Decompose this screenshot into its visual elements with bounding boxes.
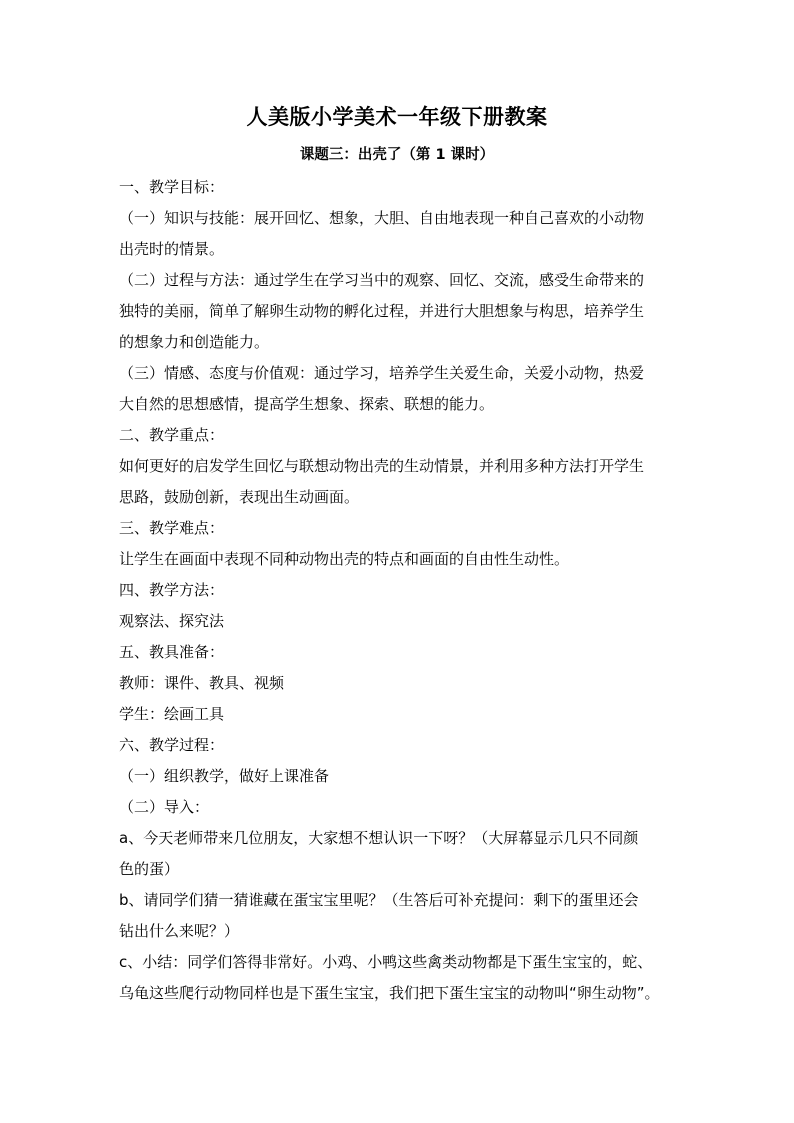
paragraph-line: 大自然的思想感情，提高学生想象、探索、联想的能力。 (119, 395, 495, 413)
lesson-subtitle: 课题三：出壳了（第 1 课时） (299, 147, 495, 163)
paragraph-line: a、今天老师带来几位朋友，大家想不想认识一下呀？（大屏幕显示几只不同颜 (119, 829, 639, 847)
paragraph-line: 色的蛋） (119, 860, 180, 878)
paragraph-line: 思路，鼓励创新，表现出生动画面。 (119, 488, 360, 506)
paragraph-line: （二）过程与方法：通过学生在学习当中的观察、回忆、交流，感受生命带来的 (119, 271, 645, 289)
document-body (119, 172, 679, 1009)
paragraph-line: 乌龟这些爬行动物同样也是下蛋生宝宝，我们把下蛋生宝宝的动物叫“卵生动物”。 (119, 984, 660, 1002)
section-heading-key-points: 二、教学重点： (119, 426, 225, 444)
paragraph-line: （三）情感、态度与价值观：通过学习，培养学生关爱生命，关爱小动物，热爱 (119, 364, 645, 382)
paragraph-line: b、请同学们猜一猜谁藏在蛋宝宝里呢？（生答后可补充提问：剩下的蛋里还会 (119, 891, 639, 909)
paragraph-line: 钻出什么来呢？） (119, 922, 240, 940)
paragraph-line: c、小结：同学们答得非常好。小鸡、小鸭这些禽类动物都是下蛋生宝宝的，蛇、 (119, 953, 653, 971)
paragraph-line: （二）导入： (119, 798, 210, 816)
paragraph-line: （一）知识与技能：展开回忆、想象，大胆、自由地表现一种自己喜欢的小动物 (119, 209, 645, 227)
document-title: 人美版小学美术一年级下册教案 (246, 105, 548, 129)
paragraph-line: （一）组织教学，做好上课准备 (119, 767, 330, 785)
paragraph-line: 如何更好的启发学生回忆与联想动物出壳的生动情景，并利用多种方法打开学生 (119, 457, 645, 475)
paragraph-line: 独特的美丽，简单了解卵生动物的孵化过程，并进行大胆想象与构思，培养学生 (119, 302, 645, 320)
section-heading-objectives: 一、教学目标： (119, 178, 225, 196)
section-heading-materials: 五、教具准备： (119, 643, 225, 661)
paragraph-line: 观察法、探究法 (119, 612, 225, 630)
section-heading-difficulties: 三、教学难点： (119, 519, 225, 537)
paragraph-line: 学生：绘画工具 (119, 705, 225, 723)
section-heading-methods: 四、教学方法： (119, 581, 225, 599)
paragraph-line: 出壳时的情景。 (119, 240, 225, 258)
paragraph-line: 让学生在画面中表现不同种动物出壳的特点和画面的自由性生动性。 (119, 550, 570, 568)
paragraph-line: 教师：课件、教具、视频 (119, 674, 285, 692)
section-heading-process: 六、教学过程： (119, 736, 225, 754)
paragraph-line: 的想象力和创造能力。 (119, 333, 270, 351)
